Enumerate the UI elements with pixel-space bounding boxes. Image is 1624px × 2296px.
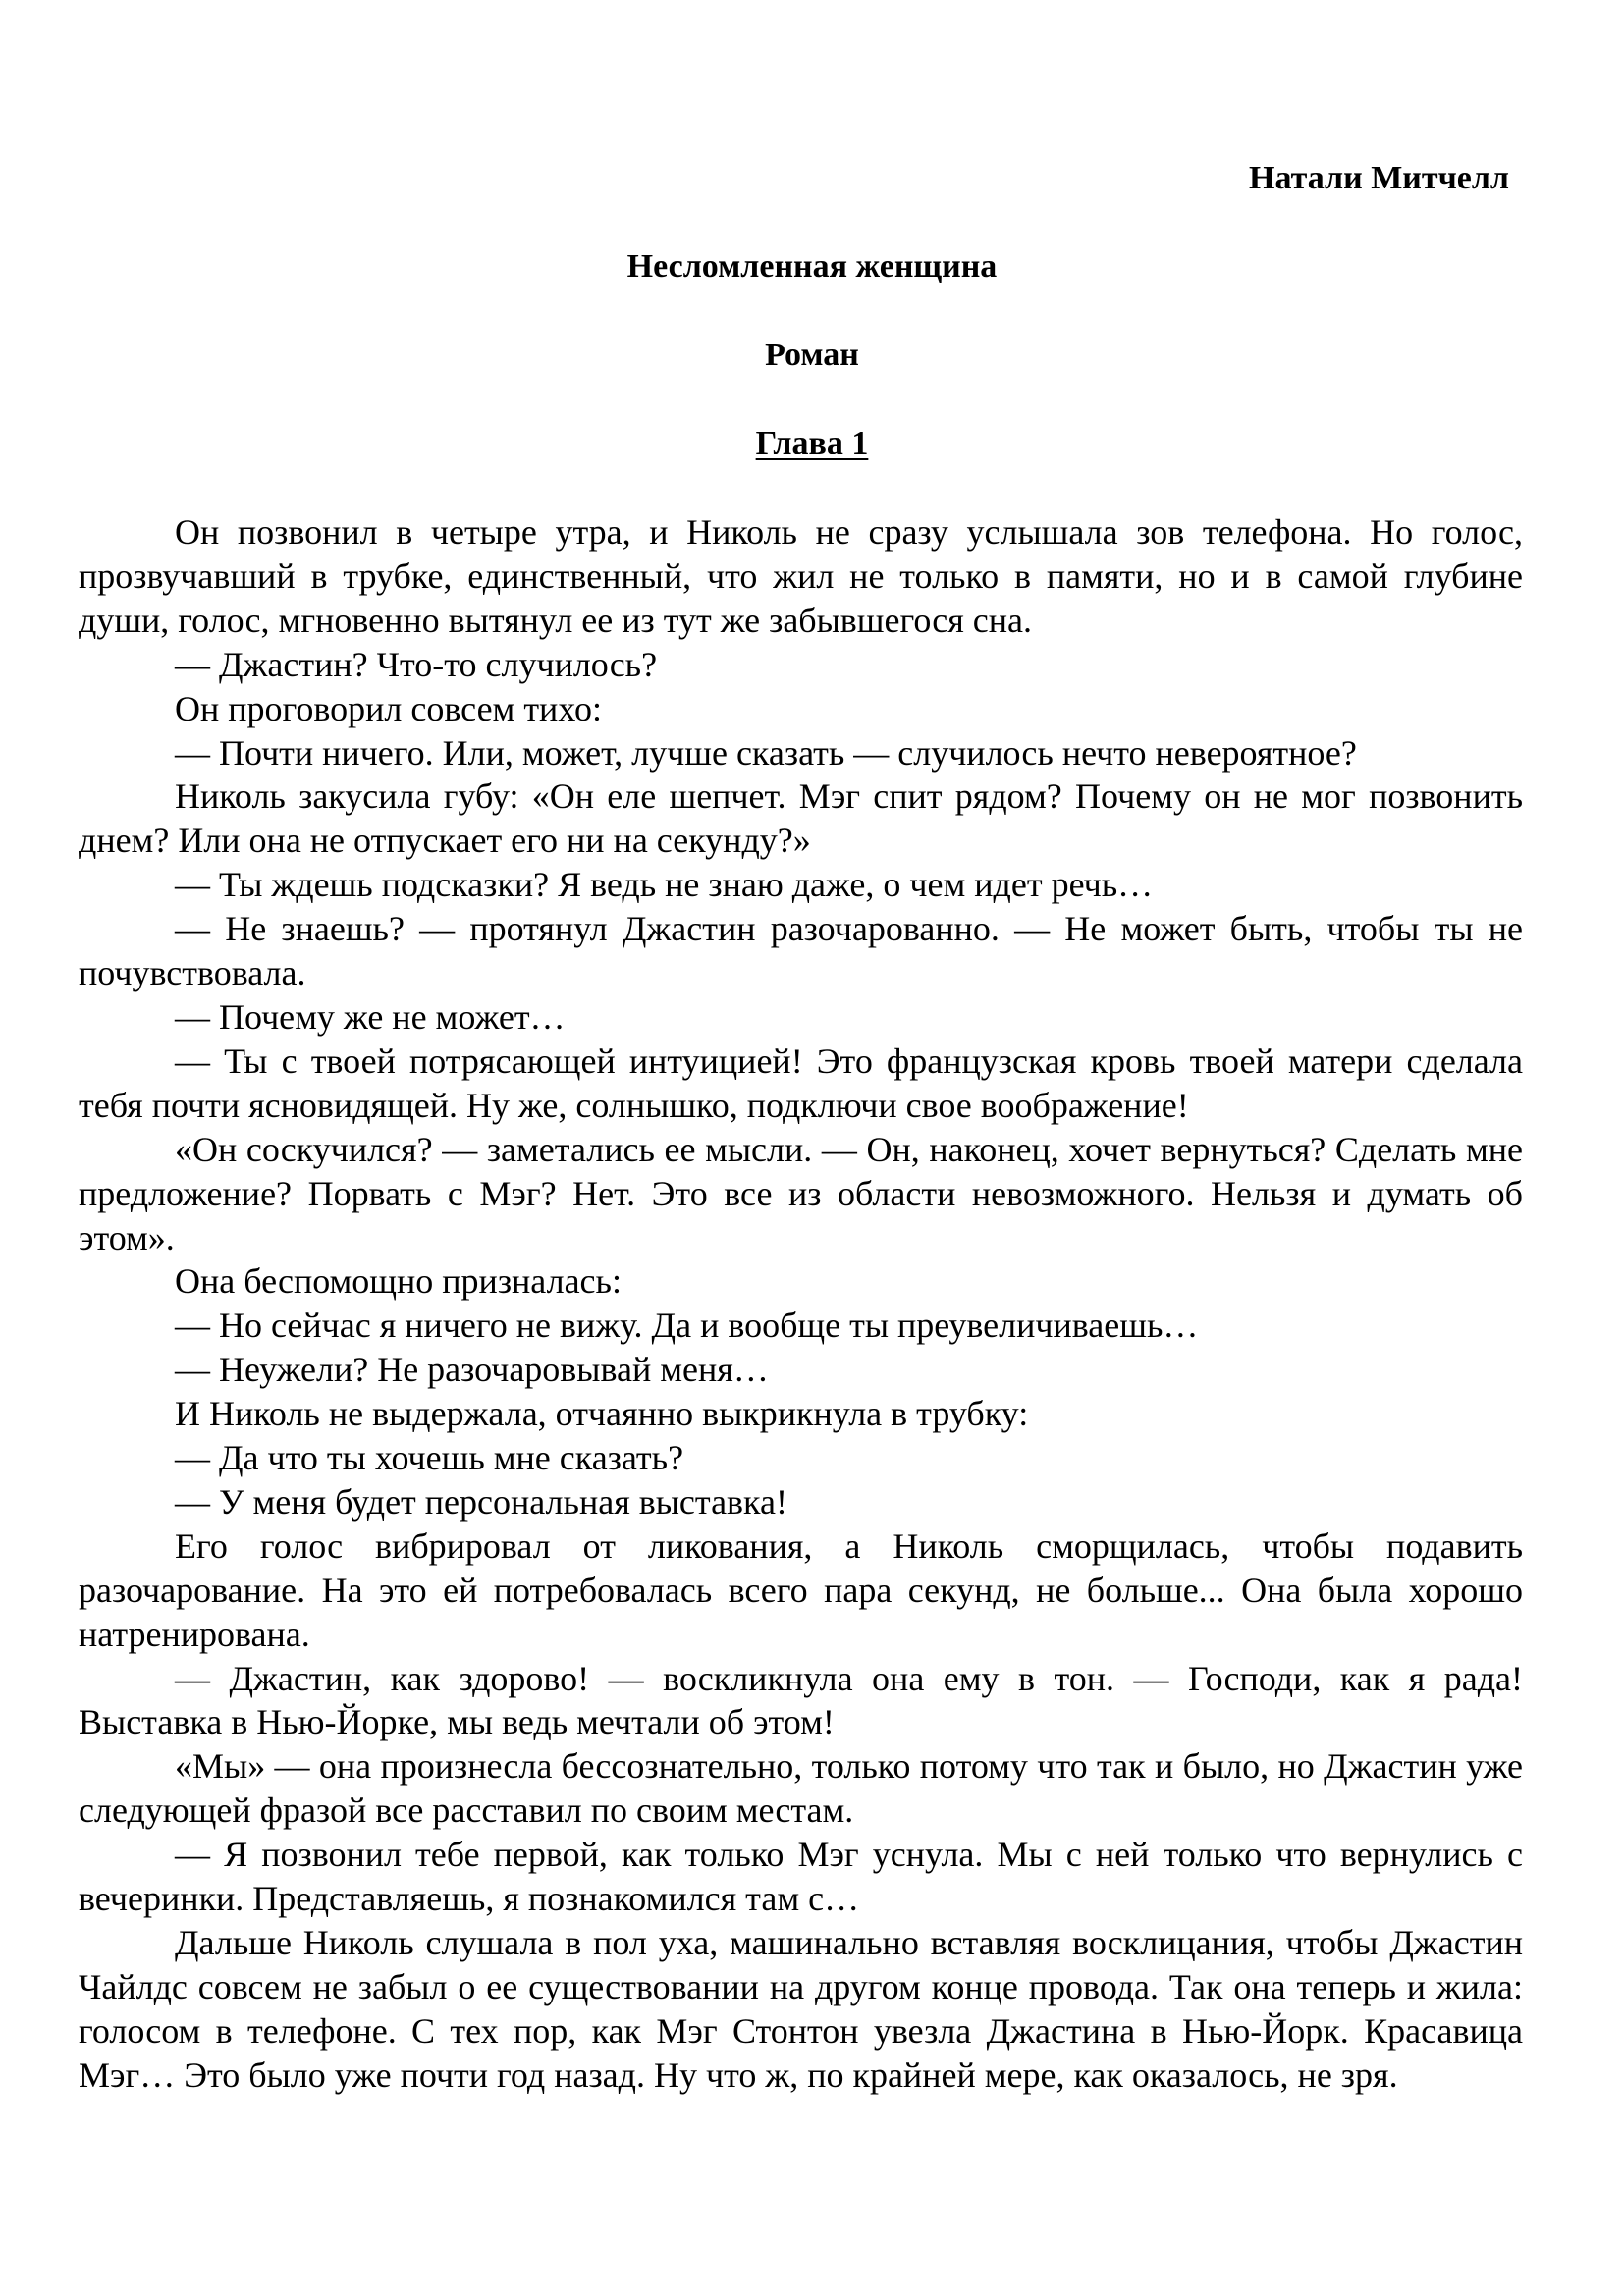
paragraph: Дальше Николь слушала в пол уха, машинально вставляя восклицания, чтобы Джастин Чайлдс совсем не забыл о ее существовании на другом конце провода. Так она теперь и жила: голосом в телефоне. С тех пор, как Мэг Стонтон увезла Джастина в Нью-Йорк. Красавица Мэг… Это было уже почти год назад. Ну что ж, по крайней мере, как оказалось, не зря. [79,1923,1523,2095]
paragraph: — Ты с твоей потрясающей интуицией! Это французская кровь твоей матери сделала тебя почти ясновидящей. Ну же, солнышко, подключи свое воображение! [79,1041,1523,1125]
paragraph: — Почти ничего. Или, может, лучше сказать — случилось нечто невероятное? [175,732,1357,773]
paragraph: Николь закусила губу: «Он еле шепчет. Мэг спит рядом? Почему он не мог позвонить днем? Или она не отпускает его ни на секунду?» [79,776,1523,861]
paragraph: — Почему же не может… [175,996,566,1037]
paragraph: — Но сейчас я ничего не вижу. Да и вообще ты преувеличиваешь… [175,1306,1199,1346]
paragraph: Она беспомощно призналась: [175,1261,622,1302]
paragraph: — Да что ты хочешь мне сказать? [175,1438,684,1478]
book-title: Несломленная женщина [626,248,998,285]
paragraph: «Мы» — она произнесла бессознательно, только потому что так и было, но Джастин уже следующей фразой все расставил по своим местам. [79,1746,1523,1831]
paragraph: — Неужели? Не разочаровывай меня… [175,1350,769,1390]
chapter-heading-text: Глава 1 [755,425,869,461]
paragraph: Он позвонил в четыре утра, и Николь не сразу услышала зов телефона. Но голос, прозвучавший в трубке, единственный, что жил не только в памяти, но и в самой глубине души, голос, мгновенно вытянул ее из тут же забывшегося сна. [79,512,1523,640]
chapter-heading [0,422,1624,465]
paragraph: — Я позвонил тебе первой, как только Мэг уснула. Мы с ней только что вернулись с вечеринки. Представляешь, я познакомился там с… [79,1835,1523,1919]
paragraph: — У меня будет персональная выставка! [175,1481,787,1522]
paragraph: «Он соскучился? — заметались ее мысли. — Он, наконец, хочет вернуться? Сделать мне предложение? Порвать с Мэг? Нет. Это все из области невозможного. Нельзя и думать об этом». [79,1129,1523,1257]
paragraph: И Николь не выдержала, отчаянно выкрикнула в трубку: [175,1394,1029,1434]
book-genre: Роман [765,337,859,373]
paragraph: — Не знаешь? — протянул Джастин разочарованно. — Не может быть, чтобы ты не почувствовала. [79,909,1523,993]
paragraph: Его голос вибрировал от ликования, а Николь сморщилась, чтобы подавить разочарование. На это ей потребовалась всего пара секунд, не больше... Она была хорошо натренирована. [79,1525,1523,1654]
chapter-body [79,510,1523,2098]
paragraph: — Джастин, как здорово! — воскликнула она ему в тон. — Господи, как я рада! Выставка в Нью-Йорке, мы ведь мечтали об этом! [79,1658,1523,1742]
paragraph: — Джастин? Что-то случилось? [175,644,658,684]
author-name: Натали Митчелл [1249,160,1509,196]
paragraph: Он проговорил совсем тихо: [175,688,602,728]
paragraph: — Ты ждешь подсказки? Я ведь не знаю даже, о чем идет речь… [175,865,1154,905]
